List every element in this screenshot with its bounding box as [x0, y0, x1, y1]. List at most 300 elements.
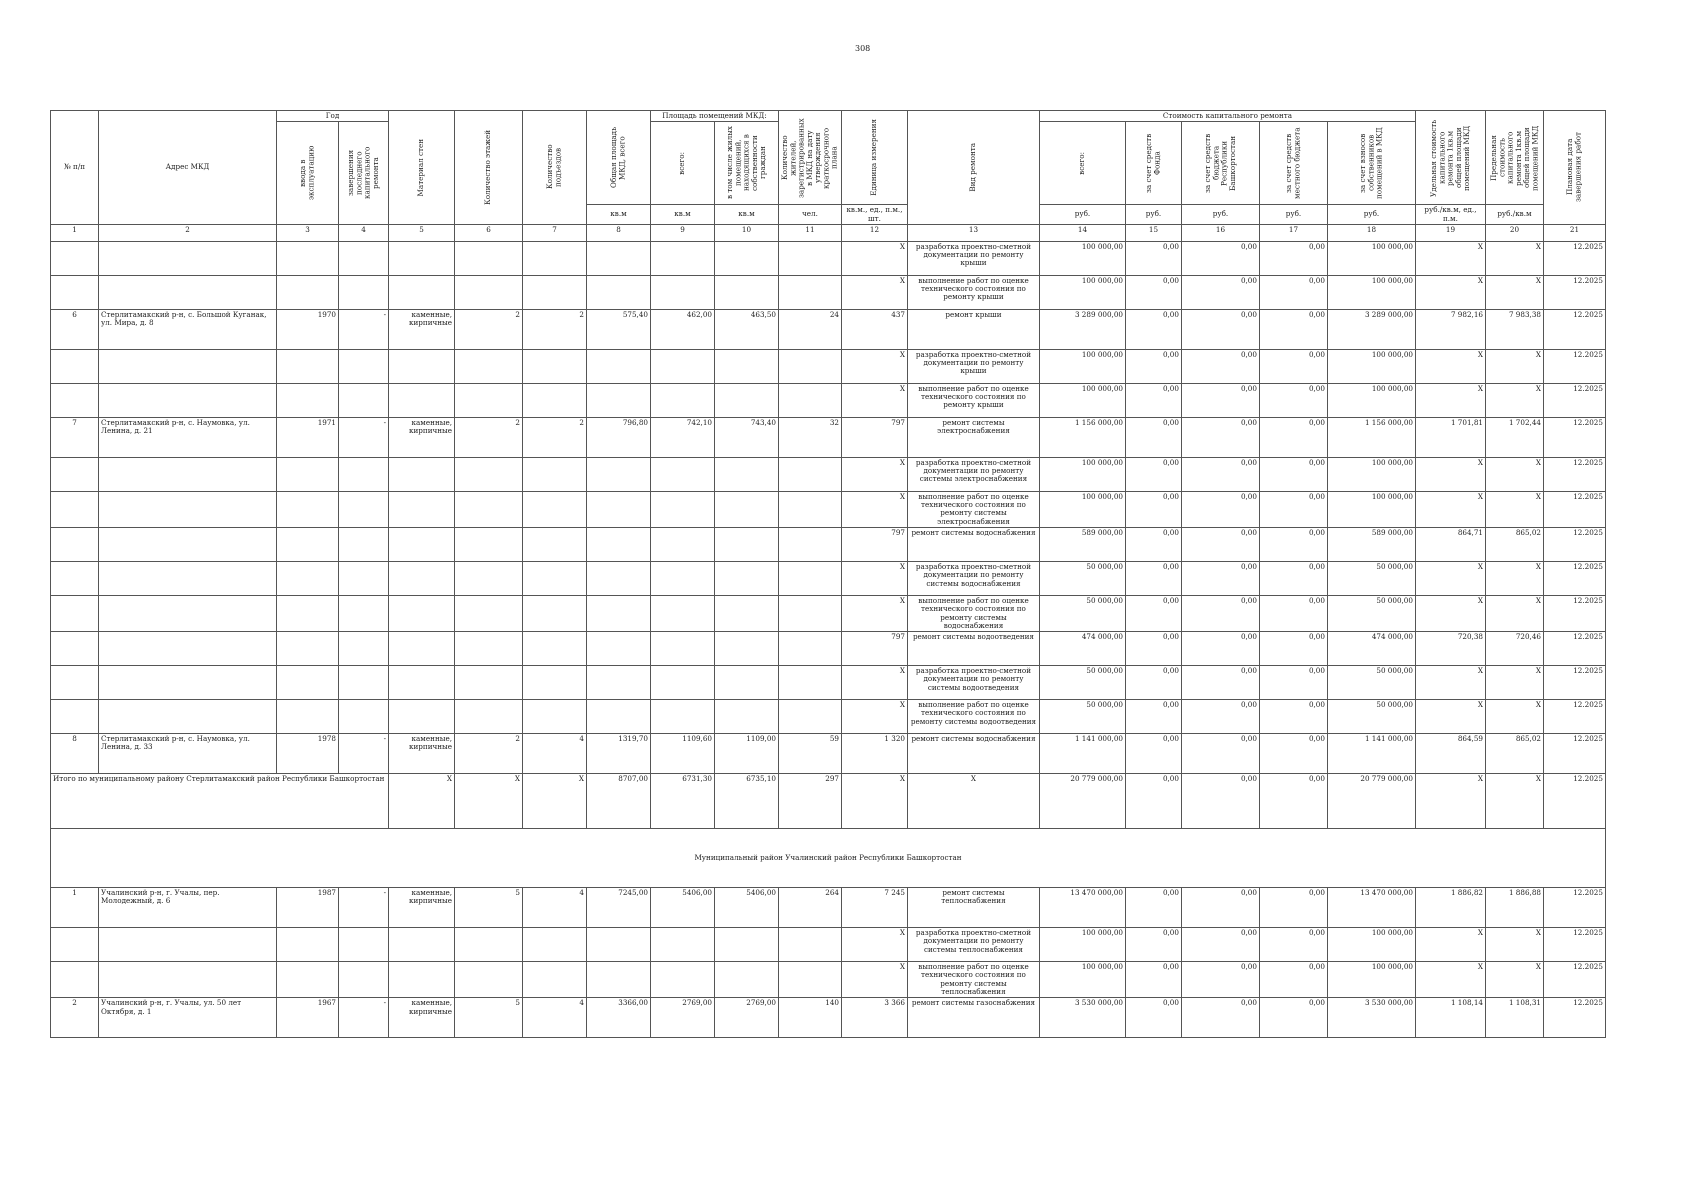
cost-total-cell: 100 000,00 [1039, 928, 1125, 962]
cost-republic-cell: 0,00 [1181, 595, 1259, 631]
total-max-cost-cell: X [1485, 774, 1543, 829]
wall-material-cell [389, 527, 455, 561]
table-row [51, 491, 1606, 527]
table-row [51, 349, 1606, 383]
year-last-repair-cell [339, 666, 389, 700]
cost-fund-cell: 0,00 [1125, 888, 1181, 928]
year-last-repair-cell: - [339, 998, 389, 1038]
table-row [51, 527, 1606, 561]
max-cost-cell: X [1485, 928, 1543, 962]
column-number: 18 [1327, 224, 1415, 241]
area-all-cell [651, 700, 715, 734]
year-commission-cell [277, 491, 339, 527]
area-owned-cell: 743,40 [715, 417, 779, 457]
cost-local-cell: 0,00 [1259, 383, 1327, 417]
max-cost-cell: 865,02 [1485, 527, 1543, 561]
plan-date-cell: 12.2025 [1543, 309, 1605, 349]
hdr-total-area: Общая площадь МКД, всего [587, 111, 651, 205]
entrances-cell [523, 527, 587, 561]
cost-fund-cell: 0,00 [1125, 700, 1181, 734]
unit-cost-cell: 1 108,14 [1415, 998, 1485, 1038]
cost-local-cell: 0,00 [1259, 417, 1327, 457]
total-cost-republic-cell: 0,00 [1181, 774, 1259, 829]
total-area-owned-cell: 6735,10 [715, 774, 779, 829]
column-number: 3 [277, 224, 339, 241]
residents-cell [779, 700, 842, 734]
unit-cost-cell: X [1415, 241, 1485, 275]
plan-date-cell: 12.2025 [1543, 928, 1605, 962]
area-owned-cell [715, 527, 779, 561]
cost-owners-cell: 100 000,00 [1327, 383, 1415, 417]
total-row [51, 774, 1606, 829]
cost-local-cell: 0,00 [1259, 561, 1327, 595]
row-number-cell [51, 349, 99, 383]
max-cost-cell: X [1485, 275, 1543, 309]
unit-qty-cell: X [841, 349, 907, 383]
cost-owners-cell: 100 000,00 [1327, 928, 1415, 962]
cost-total-cell: 1 141 000,00 [1039, 734, 1125, 774]
area-owned-cell [715, 561, 779, 595]
wall-material-cell [389, 241, 455, 275]
floors-cell [455, 700, 523, 734]
year-commission-cell [277, 275, 339, 309]
unit-cost-cell: X [1415, 595, 1485, 631]
area-owned-cell [715, 700, 779, 734]
area-all-cell [651, 457, 715, 491]
work-type-cell: разработка проектно-сметной документации по ремонту системы теплоснабжения [907, 928, 1039, 962]
table-row [51, 241, 1606, 275]
hdr-area-all: всего: [651, 122, 715, 205]
area-owned-cell [715, 275, 779, 309]
max-cost-cell: X [1485, 457, 1543, 491]
address-cell: Стерлитамакский р-н, с. Наумовка, ул. Ленина, д. 33 [99, 734, 277, 774]
year-last-repair-cell [339, 962, 389, 998]
hdr-residents: Количество жителей, зарегистрированных в МКД на дату утверждения краткосрочного плана [779, 111, 842, 205]
cost-republic-cell: 0,00 [1181, 457, 1259, 491]
plan-date-cell: 12.2025 [1543, 241, 1605, 275]
row-number-cell [51, 561, 99, 595]
wall-material-cell [389, 632, 455, 666]
cost-total-cell: 50 000,00 [1039, 595, 1125, 631]
address-cell [99, 666, 277, 700]
cost-owners-cell: 589 000,00 [1327, 527, 1415, 561]
work-type-cell: ремонт системы газоснабжения [907, 998, 1039, 1038]
table-row [51, 998, 1606, 1038]
row-number-cell: 6 [51, 309, 99, 349]
year-last-repair-cell: - [339, 309, 389, 349]
hdr-cost-republic: за счет средств бюджета Республики Башкортостан [1181, 122, 1259, 205]
area-all-cell [651, 561, 715, 595]
unit-cost-cell: 864,59 [1415, 734, 1485, 774]
cost-local-cell: 0,00 [1259, 734, 1327, 774]
row-number-cell [51, 595, 99, 631]
wall-material-cell [389, 928, 455, 962]
hdr-no: № п/п [51, 111, 99, 225]
entrances-cell [523, 666, 587, 700]
cost-owners-cell: 50 000,00 [1327, 561, 1415, 595]
address-cell: Учалинский р-н, г. Учалы, пер. Молодежный, д. 6 [99, 888, 277, 928]
unit-cell: руб. [1327, 205, 1415, 225]
total-area-cell [587, 275, 651, 309]
address-cell: Стерлитамакский р-н, с. Наумовка, ул. Ленина, д. 21 [99, 417, 277, 457]
unit-qty-cell: X [841, 666, 907, 700]
total-cost-fund-cell: 0,00 [1125, 774, 1181, 829]
max-cost-cell: X [1485, 241, 1543, 275]
table-row [51, 734, 1606, 774]
cost-owners-cell: 1 156 000,00 [1327, 417, 1415, 457]
cost-total-cell: 589 000,00 [1039, 527, 1125, 561]
address-cell [99, 491, 277, 527]
area-all-cell: 742,10 [651, 417, 715, 457]
unit-cell: кв.м., ед., п.м., шт. [841, 205, 907, 225]
year-commission-cell [277, 527, 339, 561]
wall-material-cell [389, 666, 455, 700]
cost-owners-cell: 100 000,00 [1327, 241, 1415, 275]
table-row [51, 417, 1606, 457]
unit-qty-cell: X [841, 561, 907, 595]
hdr-address: Адрес МКД [99, 111, 277, 225]
hdr-year-commission: ввода в эксплуатацию [277, 122, 339, 225]
unit-cell: руб./кв.м, ед., п.м. [1415, 205, 1485, 225]
total-area-cell: 796,80 [587, 417, 651, 457]
column-number: 14 [1039, 224, 1125, 241]
area-all-cell [651, 962, 715, 998]
cost-owners-cell: 100 000,00 [1327, 349, 1415, 383]
year-last-repair-cell [339, 595, 389, 631]
total-area-cell [587, 241, 651, 275]
column-number: 20 [1485, 224, 1543, 241]
entrances-cell [523, 457, 587, 491]
residents-cell [779, 491, 842, 527]
cost-total-cell: 1 156 000,00 [1039, 417, 1125, 457]
column-number: 5 [389, 224, 455, 241]
cost-total-cell: 50 000,00 [1039, 561, 1125, 595]
wall-material-cell: каменные, кирпичные [389, 888, 455, 928]
area-all-cell: 2769,00 [651, 998, 715, 1038]
unit-cost-cell: X [1415, 457, 1485, 491]
entrances-cell [523, 275, 587, 309]
hdr-unit-cost: Удельная стоимость капитального ремонта 1кв.м общей площади помещений МКД [1415, 111, 1485, 205]
cost-fund-cell: 0,00 [1125, 241, 1181, 275]
hdr-unit: Единица измерения [841, 111, 907, 205]
column-number: 13 [907, 224, 1039, 241]
row-number-cell [51, 457, 99, 491]
work-type-cell: ремонт системы водоотведения [907, 632, 1039, 666]
max-cost-cell: X [1485, 700, 1543, 734]
unit-qty-cell: X [841, 241, 907, 275]
work-type-cell: разработка проектно-сметной документации по ремонту крыши [907, 349, 1039, 383]
unit-cell: руб. [1125, 205, 1181, 225]
cost-fund-cell: 0,00 [1125, 632, 1181, 666]
area-all-cell [651, 928, 715, 962]
unit-qty-cell: 797 [841, 527, 907, 561]
area-all-cell [651, 349, 715, 383]
column-number: 12 [841, 224, 907, 241]
floors-cell [455, 491, 523, 527]
max-cost-cell: 7 983,38 [1485, 309, 1543, 349]
year-commission-cell: 1971 [277, 417, 339, 457]
plan-date-cell: 12.2025 [1543, 632, 1605, 666]
unit-qty-cell: X [841, 457, 907, 491]
unit-cell: руб. [1259, 205, 1327, 225]
floors-cell [455, 349, 523, 383]
address-cell [99, 928, 277, 962]
floors-cell: 2 [455, 309, 523, 349]
cost-local-cell: 0,00 [1259, 632, 1327, 666]
cost-republic-cell: 0,00 [1181, 349, 1259, 383]
cost-republic-cell: 0,00 [1181, 309, 1259, 349]
total-area-cell [587, 962, 651, 998]
table-row [51, 309, 1606, 349]
work-type-cell: ремонт системы водоснабжения [907, 734, 1039, 774]
max-cost-cell: 1 886,88 [1485, 888, 1543, 928]
row-number-cell [51, 666, 99, 700]
work-type-cell: выполнение работ по оценке технического состояния по ремонту системы водоснабжения [907, 595, 1039, 631]
max-cost-cell: 865,02 [1485, 734, 1543, 774]
entrances-cell: 4 [523, 888, 587, 928]
area-all-cell [651, 241, 715, 275]
table-row [51, 457, 1606, 491]
work-type-cell: ремонт системы электроснабжения [907, 417, 1039, 457]
residents-cell [779, 241, 842, 275]
cost-local-cell: 0,00 [1259, 457, 1327, 491]
area-all-cell [651, 666, 715, 700]
column-number: 1 [51, 224, 99, 241]
row-number-cell: 2 [51, 998, 99, 1038]
residents-cell [779, 527, 842, 561]
address-cell [99, 349, 277, 383]
table-row [51, 888, 1606, 928]
residents-cell [779, 962, 842, 998]
floors-cell [455, 457, 523, 491]
total-area-all-cell: 6731,30 [651, 774, 715, 829]
residents-cell [779, 928, 842, 962]
cost-fund-cell: 0,00 [1125, 457, 1181, 491]
entrances-cell [523, 241, 587, 275]
max-cost-cell: X [1485, 666, 1543, 700]
unit-qty-cell: X [841, 928, 907, 962]
year-last-repair-cell [339, 491, 389, 527]
plan-date-cell: 12.2025 [1543, 666, 1605, 700]
unit-qty-cell: X [841, 491, 907, 527]
hdr-cost-local: за счет средств местного бюджета [1259, 122, 1327, 205]
row-number-cell [51, 928, 99, 962]
cost-fund-cell: 0,00 [1125, 349, 1181, 383]
floors-cell [455, 595, 523, 631]
hdr-cost-total: всего: [1039, 122, 1125, 205]
row-number-cell: 1 [51, 888, 99, 928]
unit-cost-cell: X [1415, 928, 1485, 962]
unit-qty-cell: 1 320 [841, 734, 907, 774]
wall-material-cell [389, 595, 455, 631]
total-area-cell: 3366,00 [587, 998, 651, 1038]
work-type-cell: разработка проектно-сметной документации по ремонту системы водоснабжения [907, 561, 1039, 595]
area-all-cell [651, 632, 715, 666]
year-commission-cell [277, 928, 339, 962]
total-area-cell [587, 700, 651, 734]
year-last-repair-cell [339, 275, 389, 309]
column-number: 10 [715, 224, 779, 241]
wall-material-cell [389, 275, 455, 309]
address-cell [99, 595, 277, 631]
wall-material-cell [389, 491, 455, 527]
year-last-repair-cell [339, 527, 389, 561]
year-last-repair-cell [339, 632, 389, 666]
address-cell [99, 561, 277, 595]
plan-date-cell: 12.2025 [1543, 962, 1605, 998]
area-owned-cell: 5406,00 [715, 888, 779, 928]
table-row [51, 595, 1606, 631]
max-cost-cell: X [1485, 491, 1543, 527]
unit-cell: кв.м [587, 205, 651, 225]
plan-date-cell: 12.2025 [1543, 417, 1605, 457]
residents-cell [779, 457, 842, 491]
work-type-cell: ремонт системы водоснабжения [907, 527, 1039, 561]
max-cost-cell: X [1485, 349, 1543, 383]
total-cost-local-cell: 0,00 [1259, 774, 1327, 829]
plan-date-cell: 12.2025 [1543, 998, 1605, 1038]
year-commission-cell [277, 962, 339, 998]
column-number: 16 [1181, 224, 1259, 241]
cost-owners-cell: 50 000,00 [1327, 595, 1415, 631]
total-residents-cell: 297 [779, 774, 842, 829]
cost-local-cell: 0,00 [1259, 349, 1327, 383]
cost-republic-cell: 0,00 [1181, 275, 1259, 309]
residents-cell: 32 [779, 417, 842, 457]
row-number-cell [51, 241, 99, 275]
address-cell: Учалинский р-н, г. Учалы, ул. 50 лет Октября, д. 1 [99, 998, 277, 1038]
cost-total-cell: 100 000,00 [1039, 349, 1125, 383]
residents-cell [779, 349, 842, 383]
year-last-repair-cell: - [339, 734, 389, 774]
cost-republic-cell: 0,00 [1181, 998, 1259, 1038]
unit-cell: руб. [1039, 205, 1125, 225]
column-number: 21 [1543, 224, 1605, 241]
total-plan-date-cell: 12.2025 [1543, 774, 1605, 829]
area-owned-cell [715, 349, 779, 383]
section-title: Муниципальный район Учалинский район Республики Башкортостан [51, 829, 1606, 888]
unit-qty-cell: X [841, 700, 907, 734]
unit-cost-cell: X [1415, 491, 1485, 527]
cost-republic-cell: 0,00 [1181, 700, 1259, 734]
plan-date-cell: 12.2025 [1543, 383, 1605, 417]
entrances-cell [523, 383, 587, 417]
cost-local-cell: 0,00 [1259, 275, 1327, 309]
unit-cost-cell: X [1415, 275, 1485, 309]
column-number-row [51, 224, 1606, 241]
hdr-cost-group: Стоимость капитального ремонта [1039, 111, 1415, 122]
plan-date-cell: 12.2025 [1543, 491, 1605, 527]
plan-date-cell: 12.2025 [1543, 595, 1605, 631]
floors-cell [455, 632, 523, 666]
cost-republic-cell: 0,00 [1181, 734, 1259, 774]
section-row [51, 829, 1606, 888]
address-cell [99, 241, 277, 275]
cost-republic-cell: 0,00 [1181, 888, 1259, 928]
unit-cost-cell: 1 886,82 [1415, 888, 1485, 928]
cost-owners-cell: 13 470 000,00 [1327, 888, 1415, 928]
max-cost-cell: 720,46 [1485, 632, 1543, 666]
row-number-cell [51, 275, 99, 309]
area-owned-cell [715, 632, 779, 666]
floors-cell: 2 [455, 734, 523, 774]
address-cell [99, 700, 277, 734]
table-row [51, 928, 1606, 962]
work-type-cell: разработка проектно-сметной документации по ремонту системы водоотведения [907, 666, 1039, 700]
wall-material-cell [389, 700, 455, 734]
unit-qty-cell: 437 [841, 309, 907, 349]
entrances-cell: 4 [523, 998, 587, 1038]
row-number-cell: 7 [51, 417, 99, 457]
column-number: 11 [779, 224, 842, 241]
cost-fund-cell: 0,00 [1125, 734, 1181, 774]
area-all-cell: 1109,60 [651, 734, 715, 774]
cost-fund-cell: 0,00 [1125, 309, 1181, 349]
column-number: 8 [587, 224, 651, 241]
area-all-cell [651, 491, 715, 527]
year-last-repair-cell [339, 700, 389, 734]
entrances-cell: 4 [523, 734, 587, 774]
total-area-cell [587, 491, 651, 527]
entrances-cell [523, 595, 587, 631]
residents-cell: 59 [779, 734, 842, 774]
cost-owners-cell: 50 000,00 [1327, 666, 1415, 700]
unit-cell: руб. [1181, 205, 1259, 225]
row-number-cell [51, 527, 99, 561]
work-type-cell: выполнение работ по оценке технического состояния по ремонту крыши [907, 383, 1039, 417]
total-area-cell [587, 928, 651, 962]
plan-date-cell: 12.2025 [1543, 561, 1605, 595]
area-owned-cell: 1109,00 [715, 734, 779, 774]
address-cell [99, 275, 277, 309]
wall-material-cell: каменные, кирпичные [389, 734, 455, 774]
repair-plan-table [50, 110, 1606, 1038]
unit-cost-cell: X [1415, 349, 1485, 383]
total-area-cell [587, 527, 651, 561]
unit-qty-cell: X [841, 275, 907, 309]
total-entrances-cell: X [523, 774, 587, 829]
total-area-cell: 7245,00 [587, 888, 651, 928]
entrances-cell [523, 632, 587, 666]
work-type-cell: разработка проектно-сметной документации по ремонту системы электроснабжения [907, 457, 1039, 491]
cost-fund-cell: 0,00 [1125, 561, 1181, 595]
area-owned-cell [715, 928, 779, 962]
total-unit-qty-cell: X [841, 774, 907, 829]
area-owned-cell: 463,50 [715, 309, 779, 349]
area-all-cell [651, 275, 715, 309]
unit-cost-cell: X [1415, 962, 1485, 998]
entrances-cell [523, 962, 587, 998]
residents-cell [779, 275, 842, 309]
work-type-cell: выполнение работ по оценке технического состояния по ремонту системы электроснабжения [907, 491, 1039, 527]
table-row [51, 632, 1606, 666]
cost-total-cell: 3 530 000,00 [1039, 998, 1125, 1038]
total-area-cell [587, 457, 651, 491]
total-work-type-cell: X [907, 774, 1039, 829]
cost-fund-cell: 0,00 [1125, 666, 1181, 700]
cost-fund-cell: 0,00 [1125, 417, 1181, 457]
total-total-area-cell: 8707,00 [587, 774, 651, 829]
entrances-cell [523, 928, 587, 962]
hdr-floors: Количество этажей [455, 111, 523, 225]
unit-qty-cell: 7 245 [841, 888, 907, 928]
cost-owners-cell: 3 289 000,00 [1327, 309, 1415, 349]
entrances-cell: 2 [523, 417, 587, 457]
address-cell [99, 383, 277, 417]
year-commission-cell: 1978 [277, 734, 339, 774]
floors-cell [455, 561, 523, 595]
floors-cell [455, 275, 523, 309]
